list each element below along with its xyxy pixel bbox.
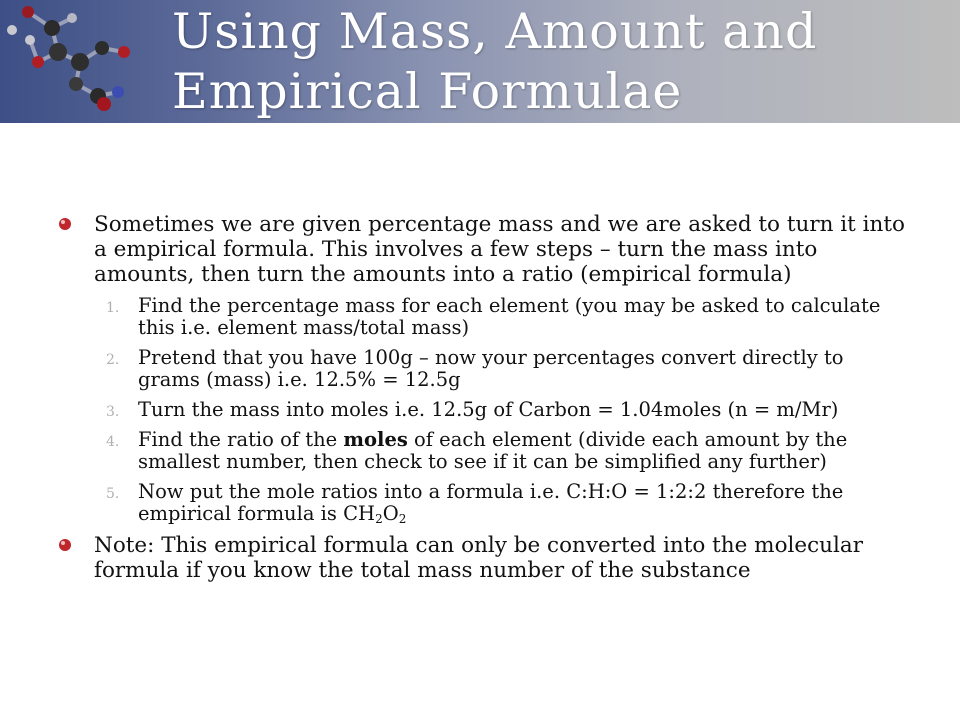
- bullet-item: [58, 212, 908, 287]
- step-text: Turn the mass into moles i.e. 12.5g of Carbon = 1.04moles (n = m/Mr): [138, 398, 839, 421]
- step-text: Now put the mole ratios into a formula i.e. C:H:O = 1:2:2 therefore the empirical formula is $CH_2O_2$: [138, 480, 844, 526]
- steps-list: [58, 295, 908, 525]
- red-bullet-icon: [58, 538, 72, 552]
- step-number: 5.: [106, 486, 120, 502]
- bullet-text: Note: This empirical formula can only be converted into the molecular formula if you know the total mass number of the substance: [94, 533, 863, 583]
- step-text: Find the percentage mass for each element (you may be asked to calculate this i.e. element mass/total mass): [138, 294, 881, 339]
- step-number: 4.: [106, 434, 120, 450]
- slide-title: Using Mass, Amount and Empirical Formulae: [172, 3, 818, 120]
- chemical-formula: $CH_2O_2$: [343, 502, 407, 526]
- molecule-icon: [0, 0, 170, 123]
- emphasis-moles: moles: [343, 428, 408, 451]
- list-item: [58, 429, 908, 473]
- step-number: 1.: [106, 300, 120, 316]
- list-item: [58, 481, 908, 525]
- list-item: [58, 347, 908, 391]
- red-bullet-icon: [58, 217, 72, 231]
- bullet-item: [58, 533, 908, 583]
- list-item: [58, 295, 908, 339]
- slide-header: [0, 0, 960, 123]
- step-text: Find the ratio of the moles of each element (divide each amount by the smallest number, then check to see if it can be simplified any further): [138, 428, 848, 473]
- step-number: 3.: [106, 404, 120, 420]
- step-number: 2.: [106, 352, 120, 368]
- list-item: [58, 399, 908, 421]
- step-text: Pretend that you have 100g – now your percentages convert directly to grams (mass) i.e. 12.5% = 12.5g: [138, 346, 844, 391]
- bullet-text: Sometimes we are given percentage mass and we are asked to turn it into a empirical formula. This involves a few steps – turn the mass into amounts, then turn the amounts into a ratio (empirical formula): [94, 212, 905, 287]
- slide-body: [58, 212, 908, 583]
